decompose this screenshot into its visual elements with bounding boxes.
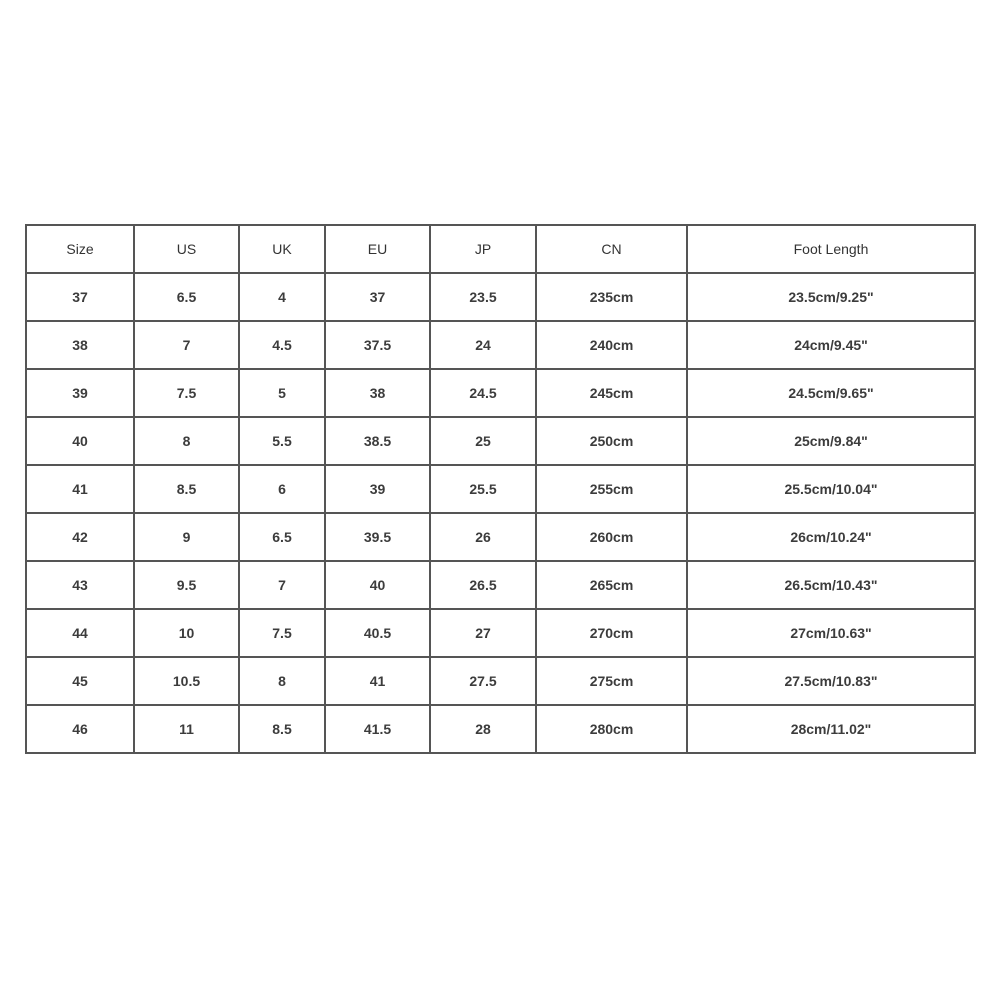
cell-jp: 26: [430, 513, 536, 561]
table-row: [26, 705, 975, 753]
cell-uk: 8: [239, 657, 325, 705]
table-header: [26, 225, 975, 273]
cell-size: 37: [26, 273, 134, 321]
cell-size: 41: [26, 465, 134, 513]
cell-uk: 4: [239, 273, 325, 321]
cell-eu: 41: [325, 657, 430, 705]
cell-jp: 27: [430, 609, 536, 657]
cell-eu: 37: [325, 273, 430, 321]
cell-size: 38: [26, 321, 134, 369]
cell-eu: 40.5: [325, 609, 430, 657]
cell-cn: 255cm: [536, 465, 687, 513]
cell-eu: 37.5: [325, 321, 430, 369]
cell-size: 44: [26, 609, 134, 657]
cell-jp: 24: [430, 321, 536, 369]
cell-foot-length: 27.5cm/10.83": [687, 657, 975, 705]
cell-uk: 5.5: [239, 417, 325, 465]
cell-cn: 245cm: [536, 369, 687, 417]
cell-size: 46: [26, 705, 134, 753]
cell-eu: 39: [325, 465, 430, 513]
cell-cn: 275cm: [536, 657, 687, 705]
cell-foot-length: 27cm/10.63": [687, 609, 975, 657]
table-row: [26, 609, 975, 657]
cell-uk: 5: [239, 369, 325, 417]
cell-foot-length: 25.5cm/10.04": [687, 465, 975, 513]
cell-size: 45: [26, 657, 134, 705]
cell-jp: 27.5: [430, 657, 536, 705]
column-header-cn: CN: [536, 225, 687, 273]
cell-foot-length: 24cm/9.45": [687, 321, 975, 369]
cell-size: 43: [26, 561, 134, 609]
cell-eu: 39.5: [325, 513, 430, 561]
cell-us: 7.5: [134, 369, 239, 417]
cell-uk: 8.5: [239, 705, 325, 753]
cell-cn: 240cm: [536, 321, 687, 369]
cell-uk: 6.5: [239, 513, 325, 561]
column-header-size: Size: [26, 225, 134, 273]
cell-jp: 28: [430, 705, 536, 753]
cell-foot-length: 24.5cm/9.65": [687, 369, 975, 417]
cell-cn: 270cm: [536, 609, 687, 657]
cell-uk: 7: [239, 561, 325, 609]
cell-cn: 250cm: [536, 417, 687, 465]
cell-us: 10.5: [134, 657, 239, 705]
table-body: [26, 273, 975, 753]
column-header-foot-length: Foot Length: [687, 225, 975, 273]
cell-us: 9.5: [134, 561, 239, 609]
cell-us: 9: [134, 513, 239, 561]
column-header-eu: EU: [325, 225, 430, 273]
cell-jp: 25: [430, 417, 536, 465]
cell-foot-length: 23.5cm/9.25": [687, 273, 975, 321]
cell-us: 6.5: [134, 273, 239, 321]
table-row: [26, 561, 975, 609]
cell-cn: 265cm: [536, 561, 687, 609]
cell-eu: 40: [325, 561, 430, 609]
cell-foot-length: 25cm/9.84": [687, 417, 975, 465]
cell-us: 11: [134, 705, 239, 753]
column-header-us: US: [134, 225, 239, 273]
table-row: [26, 369, 975, 417]
cell-uk: 4.5: [239, 321, 325, 369]
cell-us: 7: [134, 321, 239, 369]
cell-us: 8.5: [134, 465, 239, 513]
cell-uk: 7.5: [239, 609, 325, 657]
cell-jp: 25.5: [430, 465, 536, 513]
table-row: [26, 513, 975, 561]
column-header-jp: JP: [430, 225, 536, 273]
cell-foot-length: 28cm/11.02": [687, 705, 975, 753]
table-row: [26, 273, 975, 321]
cell-cn: 280cm: [536, 705, 687, 753]
cell-size: 40: [26, 417, 134, 465]
cell-jp: 26.5: [430, 561, 536, 609]
cell-cn: 260cm: [536, 513, 687, 561]
cell-us: 10: [134, 609, 239, 657]
cell-jp: 24.5: [430, 369, 536, 417]
table-row: [26, 417, 975, 465]
cell-jp: 23.5: [430, 273, 536, 321]
cell-eu: 38.5: [325, 417, 430, 465]
cell-size: 42: [26, 513, 134, 561]
cell-cn: 235cm: [536, 273, 687, 321]
table-row: [26, 321, 975, 369]
size-chart-table: [25, 224, 976, 754]
cell-uk: 6: [239, 465, 325, 513]
header-row: [26, 225, 975, 273]
cell-size: 39: [26, 369, 134, 417]
cell-eu: 38: [325, 369, 430, 417]
table-row: [26, 465, 975, 513]
cell-foot-length: 26cm/10.24": [687, 513, 975, 561]
column-header-uk: UK: [239, 225, 325, 273]
table-row: [26, 657, 975, 705]
cell-eu: 41.5: [325, 705, 430, 753]
cell-us: 8: [134, 417, 239, 465]
cell-foot-length: 26.5cm/10.43": [687, 561, 975, 609]
